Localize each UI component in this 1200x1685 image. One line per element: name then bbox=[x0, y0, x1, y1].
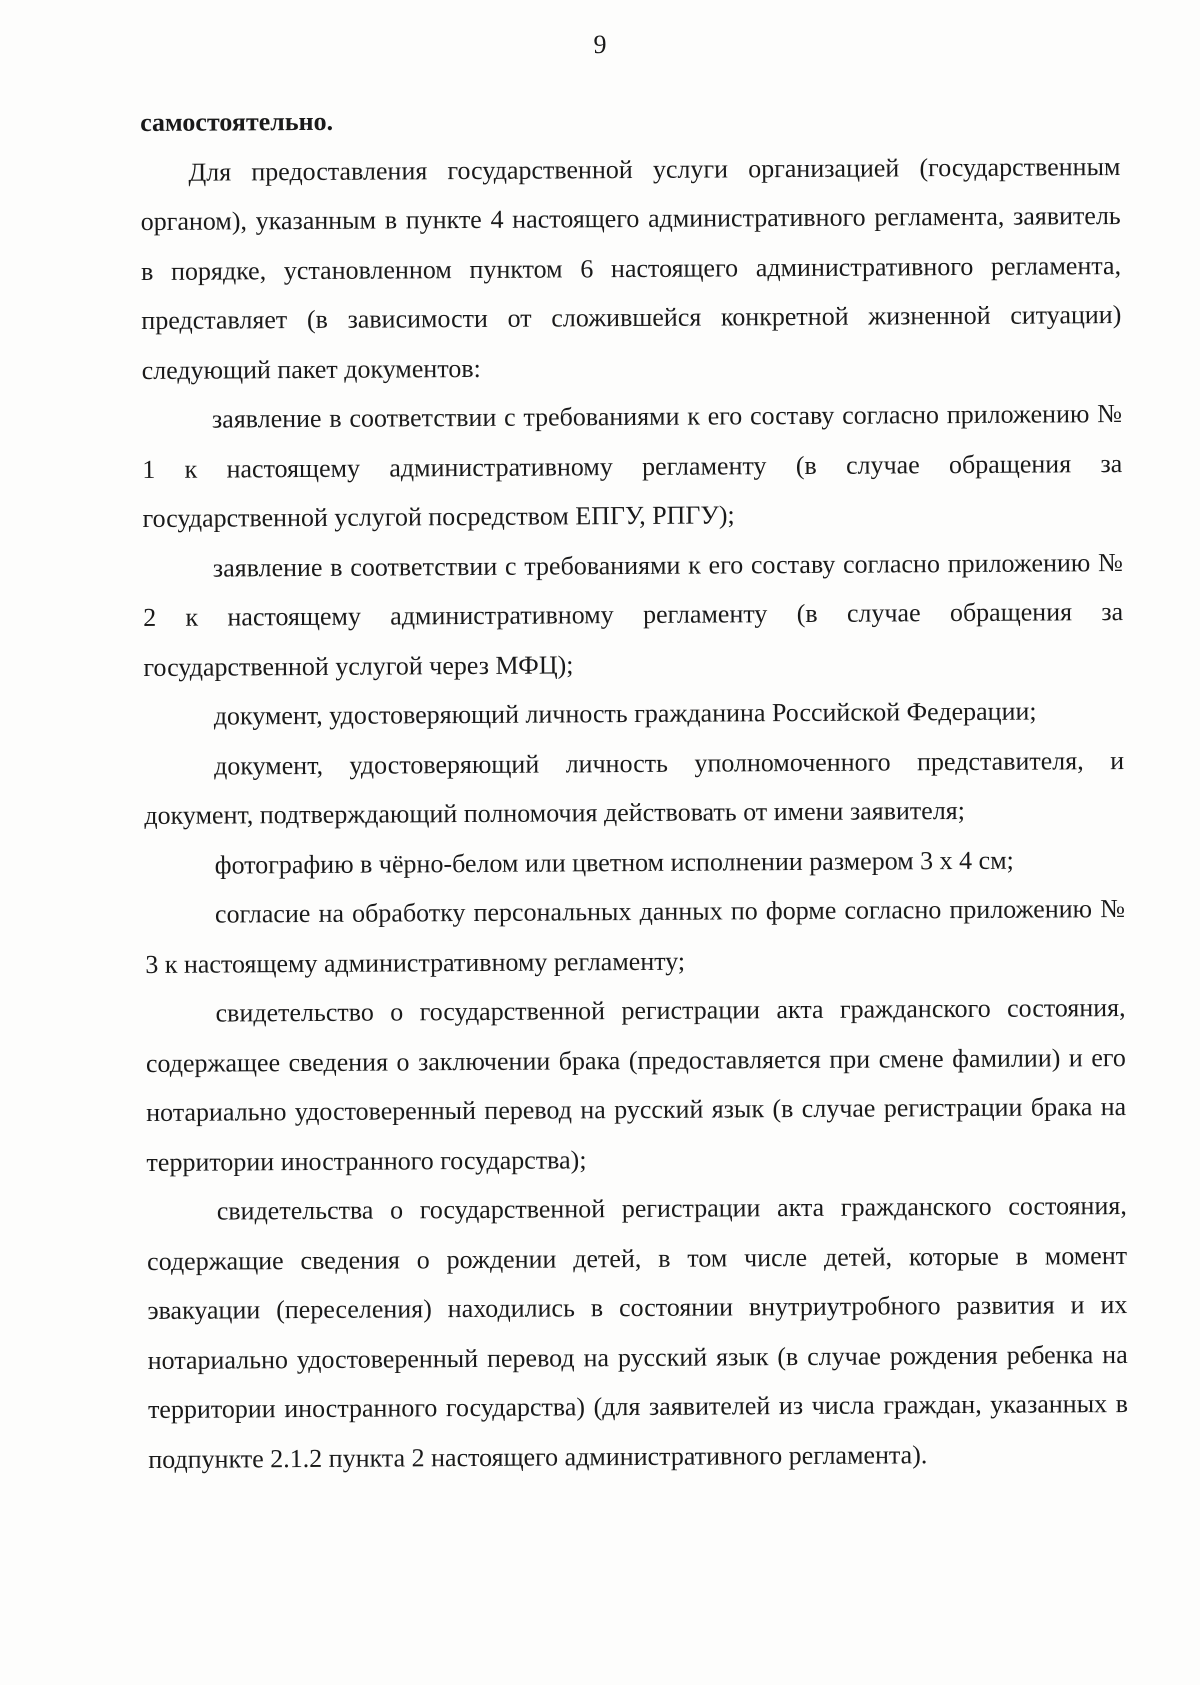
paragraph-marriage-certificate: свидетельство о государственной регистрации акта гражданского состояния, содержащее сведения о заключении брака (предоставляется при смене фамилии) и его нотариально удостоверенный перевод на русский язык (в случае регистрации брака на территории иностранного государства); bbox=[145, 992, 1127, 1177]
paragraph-identity-document: документ, удостоверяющий личность гражданина Российской Федерации; bbox=[213, 696, 1037, 731]
paragraph-application-epgu: заявление в соответствии с требованиями к его составу согласно приложению № 1 к настоящему административному регламенту (в случае обращения за государственной услугой посредством ЕПГУ, РПГУ); bbox=[142, 399, 1123, 533]
paragraph-application-mfc: заявление в соответствии с требованиями к его составу согласно приложению № 2 к настоящему административному регламенту (в случае обращения за государственной услугой через МФЦ); bbox=[143, 547, 1124, 682]
paragraph-representative-document: документ, удостоверяющий личность уполномоченного представителя, и документ, подтверждающий полномочия действовать от имени заявителя; bbox=[144, 745, 1125, 830]
paragraph-birth-certificates: свидетельства о государственной регистрации акта гражданского состояния, содержащие сведения о рождении детей, в том числе детей, которые в момент эвакуации (переселения) находились в состоянии внутриутробного развития и их нотариально удостоверенный перевод на русский язык (в случае рождения ребенка на территории иностранного государства) (для заявителей из числа граждан, указанных в подпункте 2.1.2 пункта 2 настоящего административного регламента). bbox=[147, 1190, 1129, 1474]
paragraph-intro: Для предоставления государственной услуги организацией (государственным органом), указанным в пункте 4 настоящего административного регламента, заявитель в порядке, установленном пунктом 6 настоящего административного регламента, представляет (в зависимости от сложившейся конкретной жизненной ситуации) следующий пакет документов: bbox=[140, 151, 1122, 385]
paragraph-photo: фотографию в чёрно-белом или цветном исполнении размером 3 х 4 см; bbox=[214, 845, 1014, 880]
lead-word: самостоятельно. bbox=[140, 106, 334, 137]
paragraph-personal-data-consent: согласие на обработку персональных данных по форме согласно приложению № 3 к настоящему административному регламенту; bbox=[145, 893, 1126, 979]
document-body bbox=[140, 92, 1128, 1484]
page-number: 9 bbox=[593, 30, 607, 59]
